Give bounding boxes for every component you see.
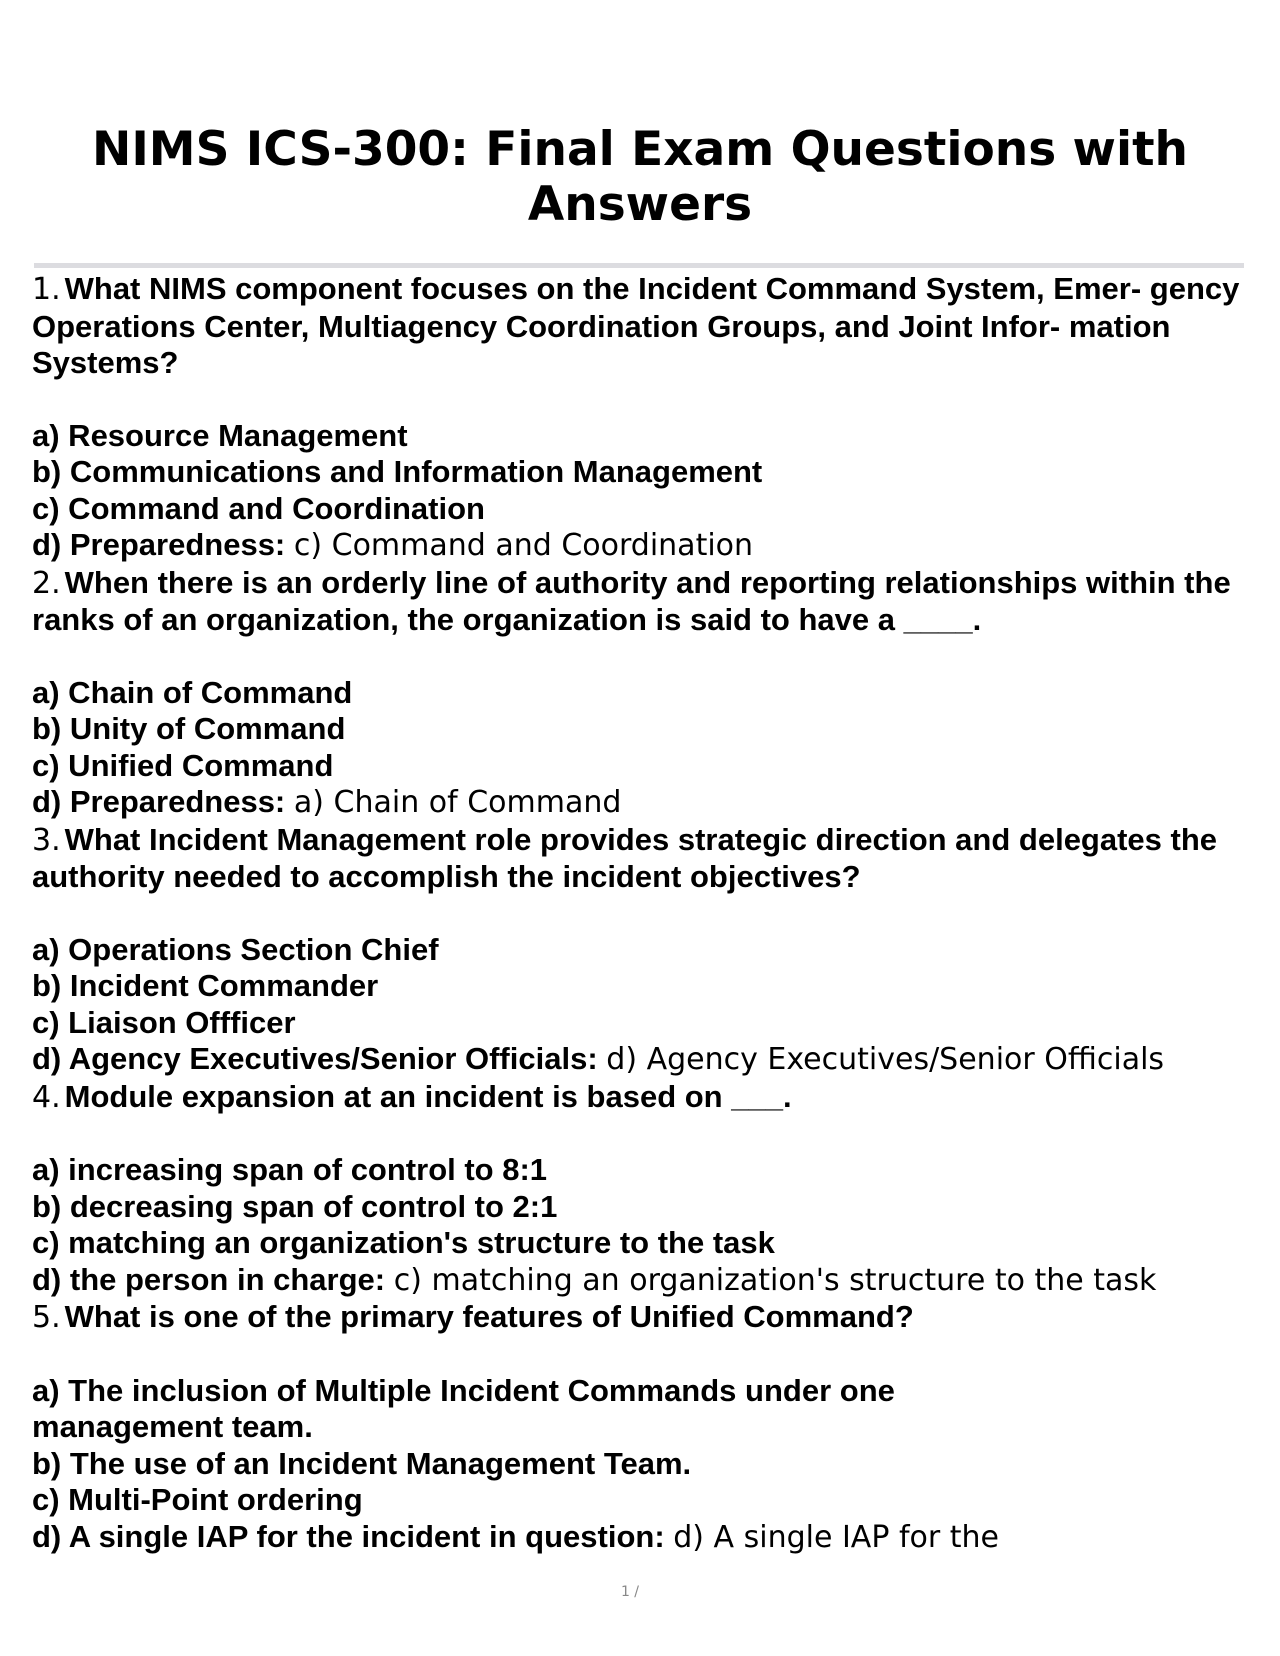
document-title: NIMS ICS-300: Final Exam Questions with Answers: [91, 122, 1188, 232]
answer-text: d) Agency Executives/Senior Officials: [606, 1042, 1165, 1077]
question-text: 5. What is one of the primary features of Unified Command?: [32, 1299, 914, 1335]
option-d: d) Preparedness: a) Chain of Command: [32, 784, 622, 820]
option-c: c) Command and Coordination: [32, 490, 485, 526]
question-2: [32, 565, 1262, 822]
title-divider: [34, 263, 1244, 268]
option-b: b) The use of an Incident Management Team.: [32, 1445, 692, 1481]
question-4: [32, 1079, 1262, 1300]
option-b: b) Incident Commander: [32, 968, 379, 1003]
question-number: 4.: [32, 1079, 61, 1115]
question-3: [32, 822, 1262, 1079]
option-a: a) Operations Section Chief: [32, 931, 439, 967]
answer-text: c) Command and Coordination: [293, 528, 754, 563]
option-d: d) Preparedness: c) Command and Coordination: [32, 527, 754, 563]
option-a: a) Resource Management: [32, 417, 408, 453]
option-c: c) Liaison Offficer: [32, 1004, 296, 1040]
question-list: [32, 271, 1262, 1556]
answer-text: c) matching an organization's structure to the task: [393, 1262, 1157, 1298]
option-b: b) Unity of Command: [32, 711, 346, 746]
question-number: 2.: [32, 565, 61, 601]
option-a: a) increasing span of control to 8:1: [32, 1152, 548, 1187]
question-number: 3.: [32, 822, 61, 858]
option-d: d) Agency Executives/Senior Officials: d) Agency Executives/Senior Officials: [32, 1041, 1165, 1077]
option-b: b) decreasing span of control to 2:1: [32, 1188, 558, 1224]
answer-text: d) A single IAP for the: [673, 1519, 999, 1555]
question-text: 2. When there is an orderly line of authority and reporting relationships within the ranks of an organization, the organization is said to have a ____.: [32, 564, 1231, 637]
option-d: d) A single IAP for the incident in question: d) A single IAP for the: [32, 1518, 999, 1555]
option-c: c) Multi-Point ordering: [32, 1482, 363, 1517]
question-1: [32, 271, 1262, 565]
option-c: c) Unified Command: [32, 747, 334, 783]
page-number: 1 /: [620, 1584, 640, 1600]
question-5: [32, 1299, 1262, 1556]
answer-text: a) Chain of Command: [293, 785, 622, 820]
option-a: a) The inclusion of Multiple Incident Commands under one management team.: [32, 1372, 895, 1444]
question-text: 1. What NIMS component focuses on the Incident Command System, Emer- gency Operations Center, Multiagency Coordination Groups, and Joint Infor- mation Systems?: [32, 271, 1240, 380]
option-a: a) Chain of Command: [32, 674, 353, 710]
question-number: 5.: [32, 1300, 61, 1335]
question-text: 3. What Incident Management role provides strategic direction and delegates the authority needed to accomplish the incident objectives?: [32, 821, 1218, 894]
question-text: 4. Module expansion at an incident is based on ___.: [32, 1078, 792, 1115]
option-b: b) Communications and Information Management: [32, 454, 763, 489]
option-d: d) the person in charge: c) matching an organization's structure to the task: [32, 1261, 1157, 1298]
question-number: 1.: [32, 272, 61, 307]
option-c: c) matching an organization's structure to the task: [32, 1225, 775, 1260]
